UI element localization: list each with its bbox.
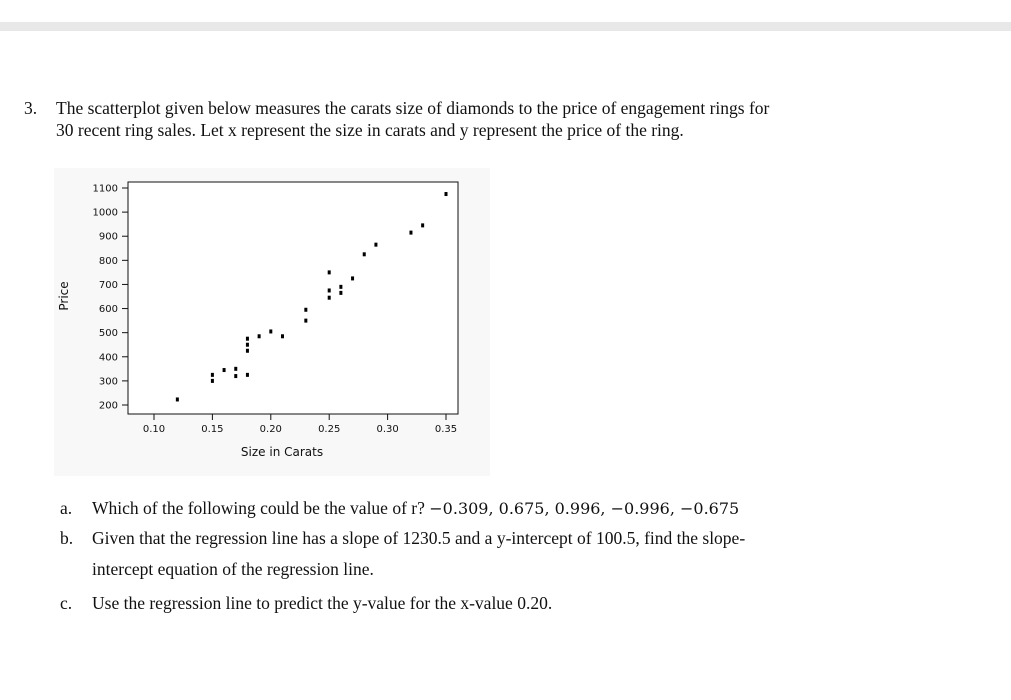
data-point xyxy=(374,243,377,247)
y-tick-label: 200 xyxy=(98,400,118,412)
data-point xyxy=(363,252,366,256)
scatterplot-chart xyxy=(54,168,490,476)
x-tick-label: 0.30 xyxy=(376,424,399,435)
data-point xyxy=(328,270,331,274)
y-tick-label: 300 xyxy=(98,376,118,388)
data-point xyxy=(328,296,331,300)
data-point xyxy=(234,367,237,371)
y-tick-label: 1100 xyxy=(92,183,118,195)
part-b-line-1: Given that the regression line has a slope of 1230.5 and a y-intercept of 100.5, find the slope- xyxy=(92,528,746,548)
data-point xyxy=(246,373,249,377)
y-axis-title: Price xyxy=(57,281,71,311)
y-tick-label: 400 xyxy=(98,352,118,364)
part-a-text: Which of the following could be the value of r? xyxy=(92,498,425,518)
x-tick-label: 0.20 xyxy=(259,424,282,435)
data-point xyxy=(445,192,448,196)
data-point xyxy=(421,223,424,227)
y-tick-label: 900 xyxy=(98,231,118,243)
data-point xyxy=(234,374,237,378)
y-tick-label: 500 xyxy=(98,328,118,340)
x-axis-title: Size in Carats xyxy=(240,445,324,459)
x-tick-label: 0.15 xyxy=(201,424,224,435)
data-point xyxy=(304,308,307,312)
data-point xyxy=(258,334,261,338)
data-point xyxy=(351,276,354,280)
x-tick-label: 0.10 xyxy=(142,424,166,435)
question-number: 3. xyxy=(24,98,38,118)
data-point xyxy=(246,349,249,353)
y-tick-label: 600 xyxy=(98,304,118,316)
part-a-body xyxy=(92,497,952,520)
data-point xyxy=(211,373,214,377)
data-point xyxy=(269,329,272,333)
data-point xyxy=(246,343,249,347)
question-prompt-line-1: The scatterplot given below measures the carats size of diamonds to the price of engagement rings for xyxy=(56,98,770,118)
data-point xyxy=(304,319,307,323)
part-c-letter: c. xyxy=(60,593,73,613)
part-b-line-2: intercept equation of the regression line. xyxy=(92,559,374,579)
x-tick-label: 0.25 xyxy=(318,424,341,435)
data-point xyxy=(211,379,214,383)
data-point xyxy=(176,397,179,401)
question-prompt-line-2: 30 recent ring sales. Let x represent the size in carats and y represent the price of the ring. xyxy=(56,120,684,140)
data-point xyxy=(339,291,342,295)
part-a-choices: −0.309, 0.675, 0.996, −0.996, −0.675 xyxy=(429,499,740,518)
y-tick-label: 1000 xyxy=(92,207,118,219)
data-point xyxy=(281,334,284,338)
data-point xyxy=(409,231,412,235)
part-b-letter: b. xyxy=(60,528,74,548)
data-point xyxy=(339,285,342,289)
scatterplot-figure xyxy=(54,168,490,476)
plot-frame xyxy=(128,182,458,414)
top-divider-bar xyxy=(0,22,1011,31)
data-point xyxy=(328,288,331,292)
part-c-text: Use the regression line to predict the y-value for the x-value 0.20. xyxy=(92,593,553,613)
data-point xyxy=(246,337,249,341)
y-tick-label: 700 xyxy=(98,279,118,291)
x-tick-label: 0.35 xyxy=(434,424,458,435)
y-tick-label: 800 xyxy=(98,255,118,267)
data-point xyxy=(223,368,226,372)
part-a-letter: a. xyxy=(60,498,73,518)
question-prompt xyxy=(56,97,956,141)
